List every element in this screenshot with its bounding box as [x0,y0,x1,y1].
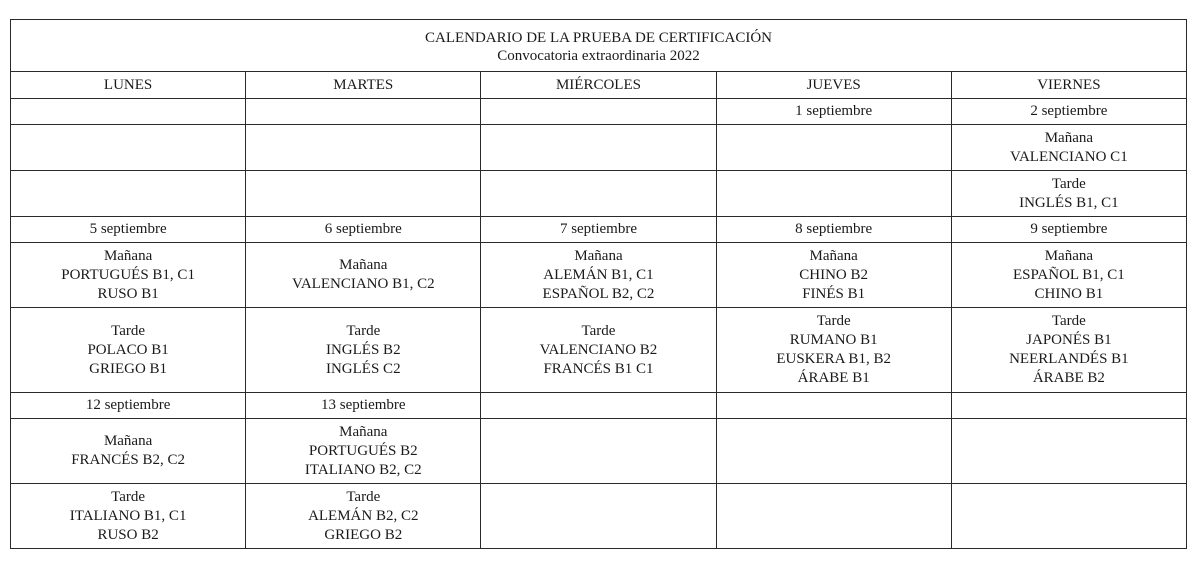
session-cell [951,171,1186,217]
session-label: Tarde [346,488,381,505]
session-label: Mañana [103,433,153,449]
exam-entry: POLACO B1 [87,341,169,358]
session-cell [951,243,1186,308]
session-label: Mañana [339,423,388,440]
date-cell [481,217,716,243]
session-cell [11,419,246,484]
date-cell [481,393,716,419]
session-cell [951,125,1186,171]
exam-entry: RUSO B1 [97,285,159,302]
date-label: 7 septiembre [559,221,637,237]
session-label: Tarde [346,322,381,339]
session-cell [481,171,716,217]
weekday-header: VIERNES [951,72,1186,99]
exam-entry: VALENCIANO B2 [539,341,658,358]
session-cell [11,243,246,308]
date-cell [11,99,246,125]
date-cell [716,99,951,125]
session-cell [481,484,716,549]
session-label: Mañana [574,247,623,264]
date-cell [716,393,951,419]
session-row [11,243,1187,308]
session-label: Tarde [816,313,851,329]
session-label: Tarde [1051,175,1086,192]
certification-calendar-table [10,19,1187,549]
session-cell [951,484,1186,549]
session-label: Tarde [1051,313,1086,329]
exam-entry: GRIEGO B1 [89,360,168,377]
session-cell [246,308,481,393]
date-label: 13 septiembre [321,397,406,413]
calendar-subtitle: Convocatoria extraordinaria 2022 [497,47,700,64]
session-label: Mañana [103,247,153,264]
date-cell [246,217,481,243]
exam-entry: INGLÉS C2 [325,360,401,377]
exam-entry: FRANCÉS B2, C2 [71,452,185,468]
exam-entry: GRIEGO B2 [324,526,403,543]
date-label: 12 septiembre [85,397,171,413]
exam-entry: CHINO B2 [799,266,869,283]
session-label: Mañana [809,247,858,264]
date-row [11,217,1187,243]
session-cell [716,125,951,171]
session-cell [481,125,716,171]
exam-entry: CHINO B1 [1034,285,1104,302]
session-cell [716,308,951,393]
session-cell [11,484,246,549]
exam-entry: NEERLANDÉS B1 [1009,351,1129,367]
calendar-title: CALENDARIO DE LA PRUEBA DE CERTIFICACIÓN [424,29,773,46]
session-row [11,419,1187,484]
session-cell [951,419,1186,484]
exam-entry: INGLÉS B2 [325,341,401,358]
weekday-header: LUNES [11,72,246,99]
session-cell [11,171,246,217]
weekday-header: MARTES [246,72,481,99]
calendar-title-cell [11,20,1187,72]
session-cell [246,243,481,308]
session-label: Tarde [581,322,616,339]
date-cell [951,393,1186,419]
calendar-body [11,99,1187,549]
session-cell [716,243,951,308]
exam-entry: FRANCÉS B1 C1 [543,360,654,377]
weekday-header: MIÉRCOLES [481,72,716,99]
exam-entry: EUSKERA B1, B2 [776,351,891,367]
date-label: 8 septiembre [795,221,873,237]
date-label: 9 septiembre [1030,221,1108,237]
session-cell [716,419,951,484]
date-label: 1 septiembre [795,103,873,119]
session-cell [716,484,951,549]
exam-entry: FINÉS B1 [802,285,866,302]
date-row [11,99,1187,125]
session-label: Mañana [1044,129,1094,146]
date-label: 5 septiembre [89,221,167,237]
session-cell [951,308,1186,393]
session-row [11,308,1187,393]
date-label: 6 septiembre [324,221,402,237]
session-row [11,125,1187,171]
date-cell [951,99,1186,125]
date-cell [11,393,246,419]
exam-entry: ÁRABE B1 [797,370,870,386]
date-row [11,393,1187,419]
date-cell [246,393,481,419]
session-cell [11,308,246,393]
session-label: Mañana [1044,247,1094,264]
session-cell [246,484,481,549]
exam-entry: RUMANO B1 [789,332,878,348]
session-cell [246,125,481,171]
date-cell [246,99,481,125]
exam-entry: RUSO B2 [97,526,159,543]
exam-entry: ALEMÁN B2, C2 [308,507,419,524]
session-cell [481,308,716,393]
date-cell [716,217,951,243]
session-row [11,484,1187,549]
date-cell [481,99,716,125]
exam-entry: PORTUGUÉS B2 [308,442,418,459]
exam-entry: ITALIANO B1, C1 [69,507,187,524]
session-cell [481,243,716,308]
session-cell [11,125,246,171]
exam-entry: VALENCIANO B1, C2 [291,276,435,292]
date-label: 2 septiembre [1030,103,1108,119]
session-label: Tarde [111,488,146,505]
exam-entry: ALEMÁN B1, C1 [543,266,654,283]
exam-entry: VALENCIANO C1 [1010,148,1128,165]
date-cell [11,217,246,243]
exam-entry: ITALIANO B2, C2 [304,461,422,478]
exam-entry: JAPONÉS B1 [1026,332,1112,348]
weekday-header-row [11,72,1187,99]
session-row [11,171,1187,217]
session-cell [716,171,951,217]
session-label: Tarde [111,322,146,339]
session-cell [246,419,481,484]
weekday-header: JUEVES [716,72,951,99]
exam-entry: ESPAÑOL B1, C1 [1012,266,1125,283]
session-cell [481,419,716,484]
exam-entry: ESPAÑOL B2, C2 [542,285,655,302]
session-cell [246,171,481,217]
session-label: Mañana [339,257,388,273]
exam-entry: ÁRABE B2 [1032,370,1105,386]
exam-entry: INGLÉS B1, C1 [1019,194,1119,211]
date-cell [951,217,1186,243]
exam-entry: PORTUGUÉS B1, C1 [61,266,195,283]
